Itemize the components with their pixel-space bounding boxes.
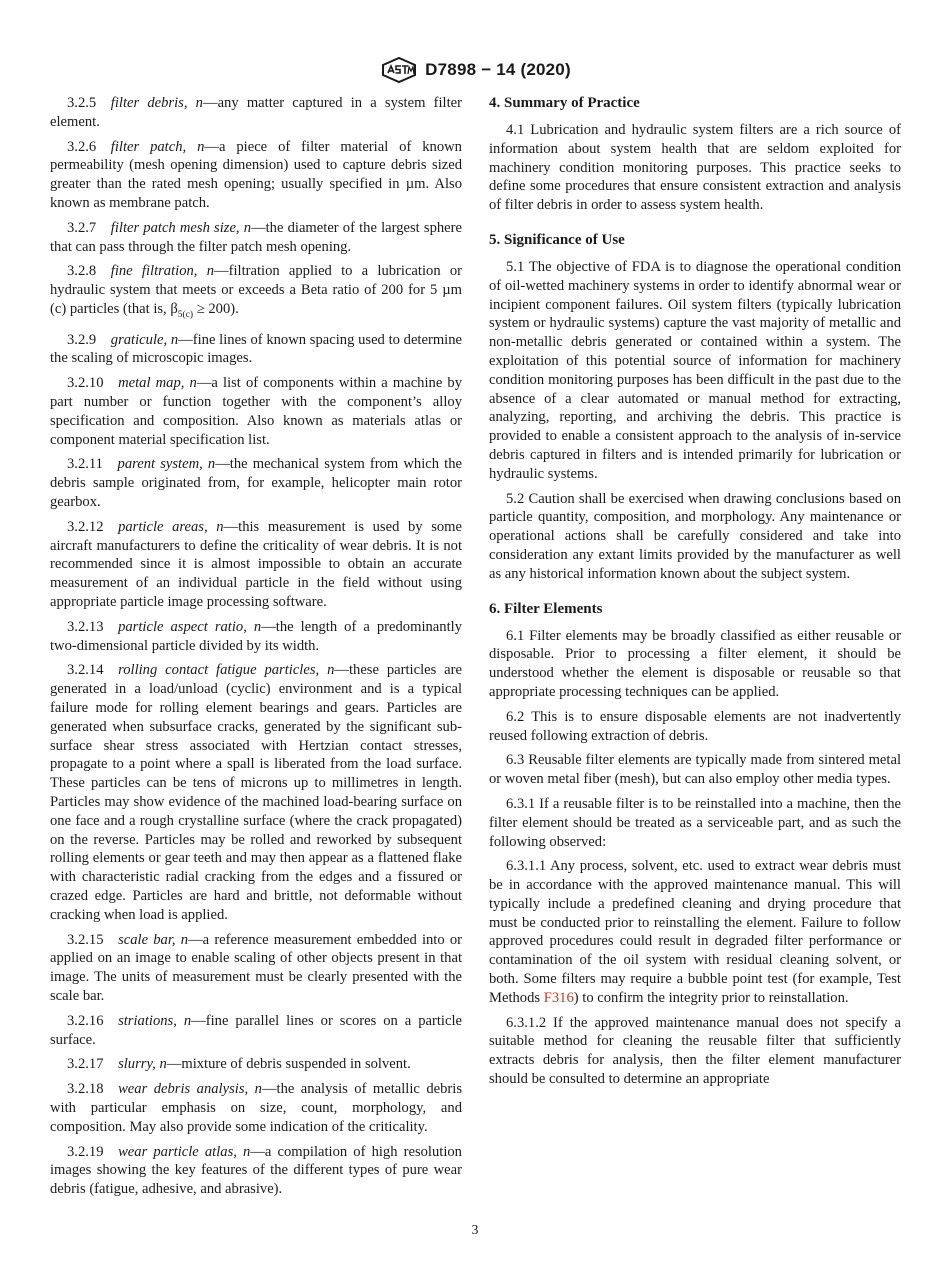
paragraph-4-1: 4.1 Lubrication and hydraulic system filters are a rich source of information about system health that are seldom exploited for machinery condition monitoring purposes. This practice seeks to define some procedures that ensure consistent extraction and analysis of filter debris in order to assess system health.	[489, 122, 901, 214]
definition-term: wear particle atlas,	[118, 1143, 237, 1160]
paragraph-5-2: 5.2 Caution shall be exercised when drawing conclusions based on particle quantity, composition, and morphology. Any maintenance or operational actions shall be carefully considered and take into consideration any extant limits provided by the manufacturer as well as any historical information known about the subject system.	[489, 490, 901, 582]
definition-text: —the length of a predominantly two-dimensional particle divided by its width.	[50, 618, 462, 654]
definition-text: —the mechanical system from which the debris sample originated from, for example, helicopter main rotor gearbox.	[50, 456, 462, 511]
definition-term: filter debris,	[110, 95, 188, 111]
definition-text: —these particles are generated in a load/unload (cyclic) environment and is a typical failure mode for rolling element bearings and gears. Particles are generated when subsurface cracks, generated by the significant sub-surface shear stress associated with Hertzian contact stresses, propagate to a point where a spall is liberated from the load surface. These particles can be tens of microns up to millimetres in length. Particles may show evidence of the machined load-bearing surface on one face and a rough crystalline surface (where the crack propagated) on the reverse. Particles may be rolled and reworked by subsequent rolling elements or gear teeth and may then appear as a flattened flake with characteristic radial cracking from the edges and a fissured or crazed edge. Particles are hard and brittle, not deformable without cracking when load is applied.	[50, 662, 462, 923]
section-heading-4: 4. Summary of Practice	[489, 95, 640, 111]
section-heading-5: 5. Significance of Use	[489, 231, 625, 248]
definition-3-2-10	[50, 374, 462, 449]
definition-3-2-17	[50, 1055, 462, 1074]
definition-number: 3.2.17	[67, 1056, 104, 1073]
definition-text: —fine parallel lines or scores on a particle surface.	[50, 1012, 462, 1048]
definition-text: —a compilation of high resolution images showing the key features of the different types of pure wear debris (fatigue, adhesive, and abrasive).	[50, 1143, 462, 1198]
definition-term: particle aspect ratio,	[118, 618, 247, 635]
definition-term: metal map,	[118, 375, 185, 392]
definition-number: 3.2.16	[67, 1012, 104, 1029]
definition-term: parent system,	[117, 456, 203, 473]
page-number: 3	[471, 1222, 479, 1237]
left-column	[50, 94, 462, 1205]
definition-part-of-speech: n	[170, 331, 179, 348]
definition-text: —a reference measurement embedded into or applied on an image to enable scaling of other objects present in that image. The units of measurement must be clearly presented with the scale bar.	[50, 931, 462, 1004]
definition-3-2-15	[50, 931, 462, 1006]
definition-part-of-speech: n	[216, 518, 224, 535]
definition-number: 3.2.10	[67, 375, 104, 392]
definition-3-2-19	[50, 1143, 462, 1199]
definition-number: 3.2.13	[67, 618, 104, 635]
definition-part-of-speech: n	[243, 1143, 251, 1160]
paragraph-6-3-1-1	[489, 857, 901, 1007]
paragraph-6-3-1-2: 6.3.1.2 If the approved maintenance manual does not specify a suitable method for cleaning the reusable filter that sufficiently extracts debris for analysis, then the filter element manufacturer should be consulted to determine an appropriate	[489, 1014, 901, 1088]
definition-number: 3.2.11	[67, 456, 103, 473]
definition-3-2-14	[50, 661, 462, 924]
definition-part-of-speech: n	[189, 375, 197, 392]
definition-text: —a piece of filter material of known permeability (mesh opening dimension) used to capture debris sized greater than the rated mesh opening; usually specified in µm. Also known as membrane patch.	[50, 138, 462, 211]
definition-text: —fine lines of known spacing used to determine the scaling of microscopic images.	[50, 331, 462, 367]
definition-number: 3.2.15	[67, 931, 104, 948]
definition-3-2-5	[50, 94, 462, 132]
beta-subscript	[178, 310, 193, 320]
definition-text: —the diameter of the largest sphere that can pass through the filter patch mesh opening.	[50, 219, 462, 255]
definition-text: —filtration applied to a lubrication or hydraulic system that meets or exceeds a Beta ratio of 200 for 5 µm (c) particles (that is, β	[50, 263, 463, 317]
definition-term: wear debris analysis,	[118, 1081, 249, 1098]
definition-part-of-speech: n	[183, 1012, 192, 1029]
definition-3-2-16	[50, 1012, 462, 1050]
definition-number: 3.2.18	[67, 1081, 104, 1098]
paragraph-6-1: 6.1 Filter elements may be broadly classified as either reusable or disposable. Prior to processing a filter element, it should be understood whether the element is disposable or reusable so that appropriate processing techniques can be applied.	[489, 627, 901, 700]
paragraph-6-3-1-1-text: 6.3.1.1 Any process, solvent, etc. used to extract wear debris must be in accordance with the approved maintenance manual. This will typically include a predefined cleaning and drying procedure that must be conducted prior to reinstalling the element. Failure to follow approved procedures could result in degraded filter performance or contamination of the oil system with residual cleaning solvent, or both. Some filters may require a bubble point test (for example, Test Methods	[489, 858, 901, 1006]
definition-part-of-speech: n	[207, 456, 216, 473]
definition-number: 3.2.8	[67, 263, 97, 280]
definition-number: 3.2.7	[67, 219, 97, 236]
definition-term: scale bar,	[118, 931, 176, 948]
section-heading-6: 6. Filter Elements	[489, 600, 603, 617]
definition-term: slurry,	[118, 1056, 156, 1073]
definition-3-2-9	[50, 331, 462, 369]
definition-term: particle areas,	[118, 518, 208, 535]
paragraph-6-2: 6.2 This is to ensure disposable elements are not inadvertently reused following extraction of debris.	[489, 708, 901, 744]
page-header	[0, 56, 950, 84]
document-designation: D7898 − 14 (2020)	[425, 60, 571, 79]
definition-3-2-11	[50, 455, 462, 511]
definition-term: filter patch mesh size,	[110, 219, 240, 236]
definition-part-of-speech: n	[243, 219, 252, 236]
right-column	[489, 94, 901, 1095]
paragraph-6-3-1: 6.3.1 If a reusable filter is to be reinstalled into a machine, then the filter element should be treated as a serviceable part, and as such the following observed:	[489, 795, 901, 850]
definition-3-2-7	[50, 219, 462, 257]
definition-text: —a list of components within a machine by part number or function together with the component’s alloy specification and composition. Also known as materials atlas or component material specification list.	[50, 375, 463, 448]
definition-number: 3.2.12	[67, 518, 104, 535]
definition-part-of-speech: n	[253, 618, 262, 635]
definition-term: graticule,	[110, 331, 168, 348]
definition-number: 3.2.6	[67, 138, 97, 155]
definition-number: 3.2.5	[67, 95, 97, 111]
definition-text: —mixture of debris suspended in solvent.	[166, 1056, 411, 1073]
paragraph-6-3: 6.3 Reusable filter elements are typically made from sintered metal or woven metal fiber (mesh), but can also employ other media types.	[489, 752, 901, 788]
definition-text: —the analysis of metallic debris with particular emphasis on size, count, morphology, and composition. May also provide some indication of the criticality.	[50, 1081, 463, 1135]
definition-term: fine filtration,	[110, 263, 198, 280]
definition-term: rolling contact fatigue particles,	[118, 662, 320, 679]
astm-logo-icon	[379, 56, 419, 84]
definition-subscript: 5(c)	[177, 309, 194, 320]
definition-3-2-8	[50, 262, 462, 324]
definition-number: 3.2.14	[67, 662, 104, 679]
definition-text: —this measurement is used by some aircraft manufacturers to define the criticality of wear debris. It is not recommended since it is almost impossible to obtain an accurate measurement of an individual particle in the field without using appropriate particle image processing software.	[50, 518, 462, 611]
standard-link-f316[interactable]: F316	[543, 989, 574, 1006]
definition-3-2-13	[50, 618, 462, 656]
definition-term: filter patch,	[110, 138, 187, 155]
definition-3-2-12	[50, 518, 462, 612]
paragraph-6-3-1-1-tail: ) to confirm the integrity prior to reinstallation.	[573, 989, 849, 1006]
definition-part-of-speech: n	[195, 95, 203, 111]
definition-part-of-speech: n	[254, 1081, 262, 1098]
definition-3-2-6	[50, 138, 462, 213]
definition-number: 3.2.9	[67, 331, 97, 348]
definition-term: striations,	[118, 1012, 177, 1029]
definition-part-of-speech: n	[206, 263, 214, 280]
definition-part-of-speech: n	[180, 931, 189, 948]
definition-part-of-speech: n	[159, 1056, 167, 1073]
definition-part-of-speech: n	[197, 138, 205, 155]
definition-part-of-speech: n	[327, 662, 335, 679]
paragraph-5-1: 5.1 The objective of FDA is to diagnose the operational condition of oil-wetted machinery systems in order to identify abnormal wear or incipient component failures. Oil system filters (typically lubrication system or hydraulic systems) capture the vast majority of metallic and non-metallic debris generated or contained within a system. The exploitation of this potential source of information for machinery condition monitoring purposes has been difficult in the past due to the absence of a clear automated or manual method for extracting, analyzing, reporting, and archiving the debris. This practice is provided to enable a consistent approach to the analysis of in-service debris captured in filters and is intended primarily for lubrication or hydraulic systems.	[489, 258, 901, 482]
definition-number: 3.2.19	[67, 1143, 104, 1160]
definition-text: —any matter captured in a system filter element.	[50, 95, 462, 130]
definition-3-2-18	[50, 1080, 462, 1136]
definition-text-tail: ≥ 200).	[193, 300, 239, 317]
